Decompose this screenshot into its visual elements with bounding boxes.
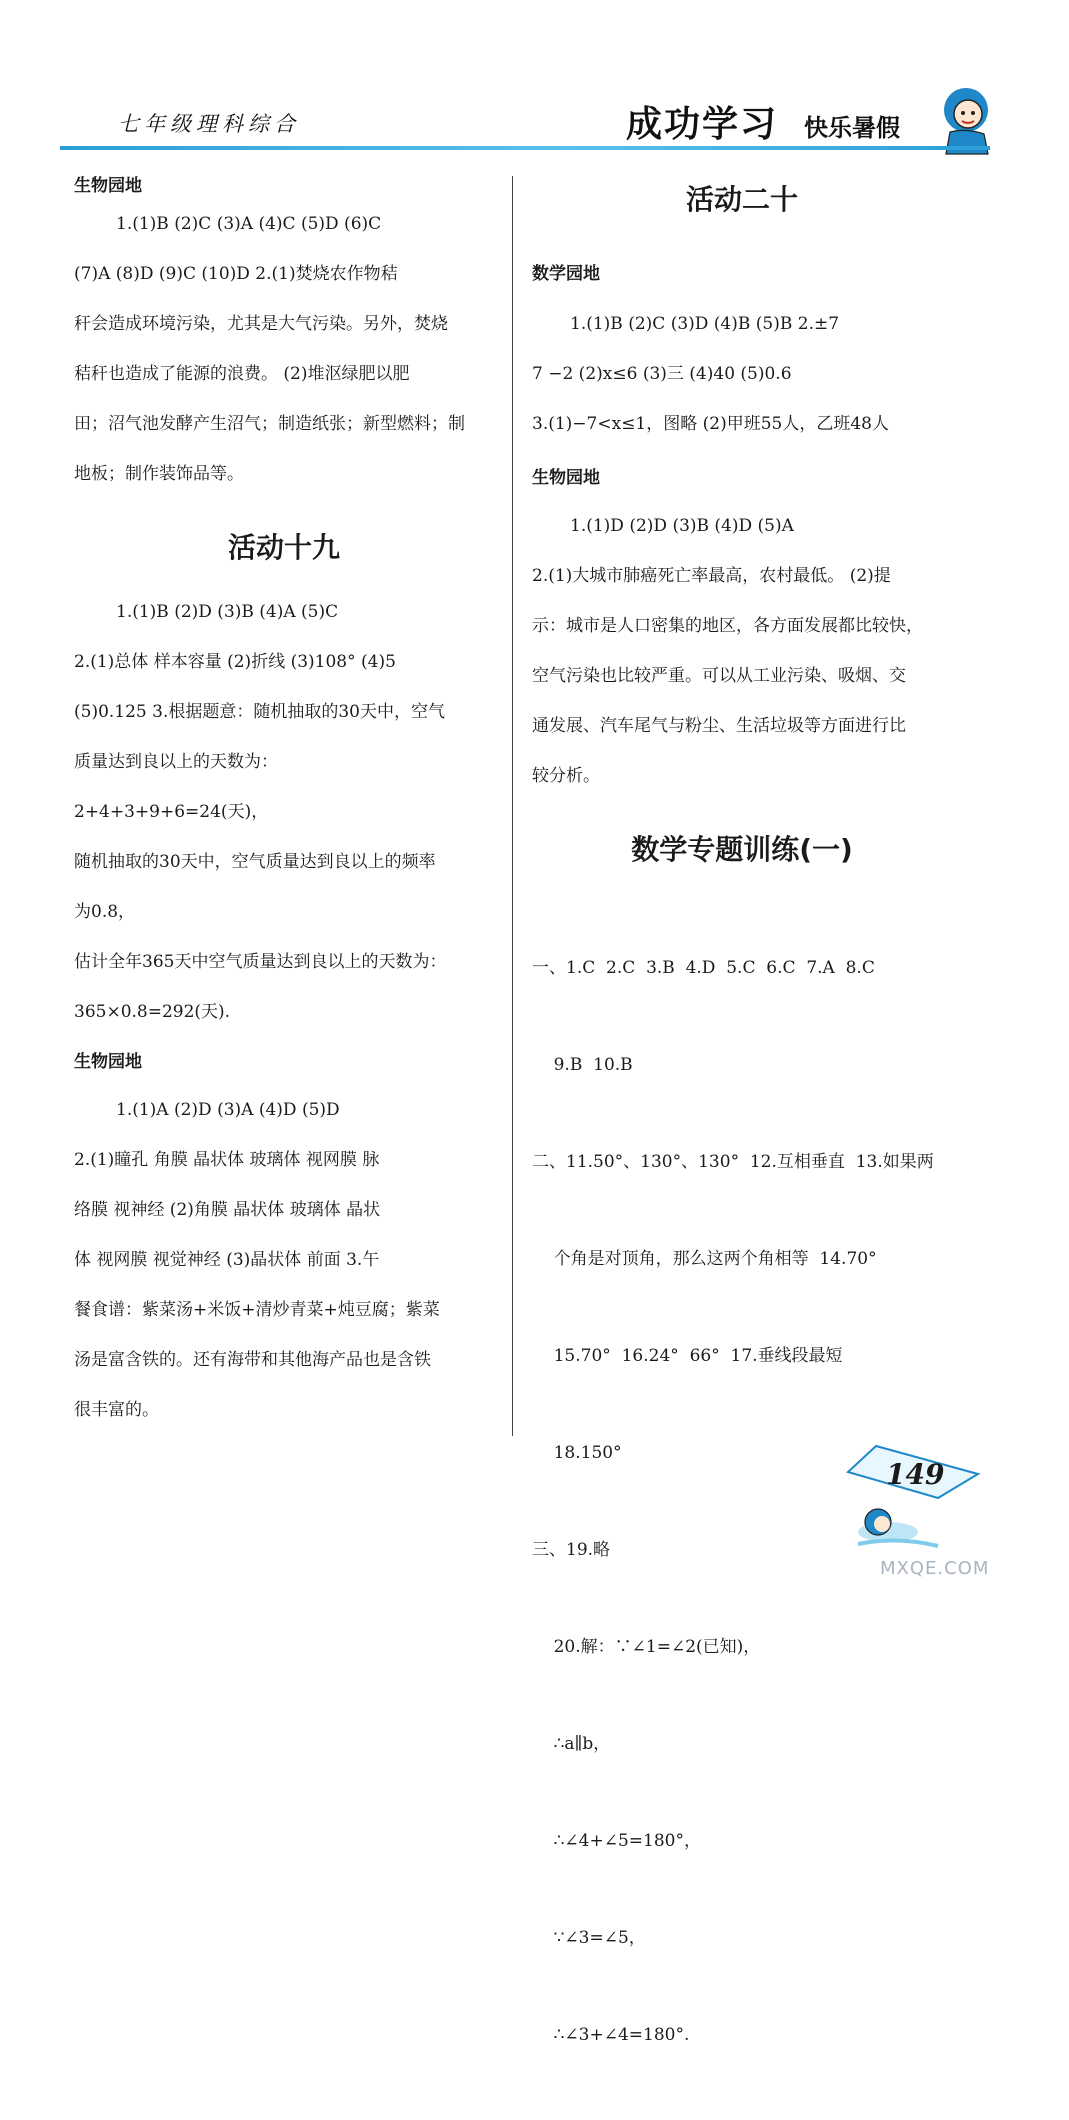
answer-line: 随机抽取的30天中，空气质量达到良以上的频率 (74, 852, 436, 872)
answer-line: 地板；制作装饰品等。 (74, 464, 244, 484)
answer-line: 3.(1)−7<x≤1，图略 (2)甲班55人，乙班48人 (532, 414, 889, 434)
answer-line: 秆会造成环境污染，尤其是大气污染。另外，焚烧 (74, 314, 448, 334)
brand-title: 成功学习 (626, 104, 779, 145)
training-heading: 数学专题训练(一) (631, 833, 853, 866)
answer-line: ∴∠4+∠5=180°， (532, 1831, 701, 1851)
activity-heading: 活动十九 (227, 531, 340, 564)
book-title: 七年级理科综合 (118, 112, 300, 136)
answer-line: 1.(1)B (2)C (3)A (4)C (5)D (6)C (116, 214, 382, 234)
answer-line: 空气污染也比较严重。可以从工业污染、吸烟、交 (532, 666, 906, 686)
answer-line: 汤是富含铁的。还有海带和其他海产品也是含铁 (74, 1350, 431, 1370)
answer-line: ∴∠3+∠4=180°. (532, 2025, 690, 2045)
answer-line: ∵∠3=∠5， (532, 1928, 646, 1948)
answer-line: 365×0.8=292(天). (74, 1002, 231, 1022)
section-title: 生物园地 (532, 468, 600, 488)
answer-line: (7)A (8)D (9)C (10)D 2.(1)焚烧农作物秸 (74, 264, 398, 284)
answer-line: 络膜 视神经 (2)角膜 晶状体 玻璃体 晶状 (74, 1200, 381, 1220)
answer-line: 为0.8， (74, 902, 136, 922)
answer-line: 7 −2 (2)x≤6 (3)三 (4)40 (5)0.6 (532, 364, 792, 384)
answer-line: 2+4+3+9+6=24(天)， (74, 802, 269, 822)
answer-line: (5)0.125 3.根据题意：随机抽取的30天中，空气 (74, 702, 446, 722)
answer-line: 18.150° (532, 1443, 622, 1463)
answer-line: ∴a∥b， (532, 1734, 611, 1754)
answer-line: 估计全年365天中空气质量达到良以上的天数为： (74, 952, 447, 972)
answer-block (74, 1098, 494, 1448)
section-title: 生物园地 (74, 1052, 142, 1072)
answer-line: 1.(1)A (2)D (3)A (4)D (5)D (116, 1100, 340, 1120)
right-column (532, 170, 952, 2120)
answer-line: 餐食谱：紫菜汤+米饭+清炒青菜+炖豆腐；紫菜 (74, 1300, 440, 1320)
answer-line: 通发展、汽车尾气与粉尘、生活垃圾等方面进行比 (532, 716, 906, 736)
section-title: 生物园地 (74, 176, 142, 196)
answer-line: 一、1.C 2.C 3.B 4.D 5.C 6.C 7.A 8.C (532, 958, 875, 978)
answer-block (532, 312, 952, 462)
column-divider (512, 176, 513, 1436)
section-title: 数学园地 (532, 264, 600, 284)
answer-line: 1.(1)B (2)C (3)D (4)B (5)B 2.±7 (570, 314, 840, 334)
brand-subtitle: 快乐暑假 (804, 114, 900, 142)
answer-line: 田；沼气池发酵产生沼气；制造纸张；新型燃料；制 (74, 414, 465, 434)
watermark-text: MXQE.COM (880, 1558, 990, 1579)
answer-line: 1.(1)D (2)D (3)B (4)D (5)A (570, 516, 794, 536)
answer-line: 示：城市是人口密集的地区，各方面发展都比较快， (532, 616, 923, 636)
answer-line: 体 视网膜 视觉神经 (3)晶状体 前面 3.午 (74, 1250, 380, 1270)
answer-line: 很丰富的。 (74, 1400, 159, 1420)
answer-line: 2.(1)瞳孔 角膜 晶状体 玻璃体 视网膜 脉 (74, 1150, 380, 1170)
left-column (74, 170, 494, 1448)
answer-line: 三、19.略 (532, 1540, 611, 1560)
answer-line: 2.(1)大城市肺癌死亡率最高，农村最低。 (2)提 (532, 566, 891, 586)
header-rule (60, 146, 990, 150)
answer-line: 15.70° 16.24° 66° 17.垂线段最短 (532, 1346, 843, 1366)
answer-line: 较分析。 (532, 766, 600, 786)
answer-line: 9.B 10.B (532, 1055, 633, 1075)
answer-block (532, 514, 952, 814)
answer-line: 2.(1)总体 样本容量 (2)折线 (3)108° (4)5 (74, 652, 396, 672)
answer-line: 质量达到良以上的天数为： (74, 752, 278, 772)
answer-line: 二、11.50°、130°、130° 12.互相垂直 13.如果两 (532, 1152, 934, 1172)
answer-block (74, 600, 494, 1050)
answer-line: 1.(1)B (2)D (3)B (4)A (5)C (116, 602, 339, 622)
answer-line: 个角是对顶角，那么这两个角相等 14.70° (532, 1249, 877, 1269)
answer-line: 20.解：∵∠1=∠2(已知)， (532, 1637, 761, 1657)
answer-block (74, 212, 494, 512)
page-number: 149 (886, 1458, 945, 1491)
mascot-girl-icon (932, 82, 1000, 156)
activity-heading: 活动二十 (685, 183, 798, 216)
answer-line: 秸秆也造成了能源的浪费。 (2)堆沤绿肥以肥 (74, 364, 410, 384)
